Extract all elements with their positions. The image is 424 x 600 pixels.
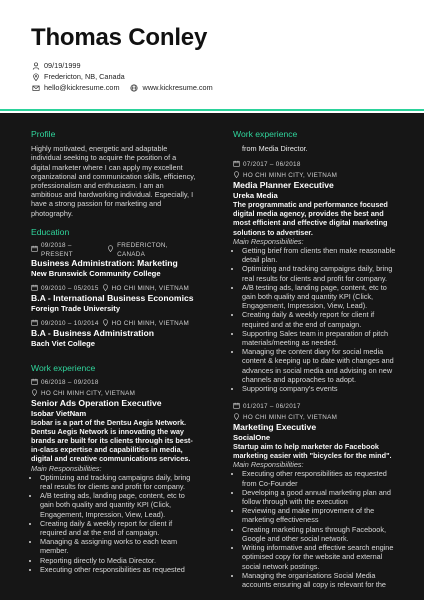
responsibilities-list: [233, 469, 398, 589]
entry-location: FREDERICTON, CANADA: [117, 242, 168, 258]
entry-dates: 07/2017 – 06/2018: [243, 161, 301, 169]
entry-dates: 09/2018 – PRESENT: [41, 242, 73, 258]
left-column: [31, 130, 196, 580]
list-item: • Creating daily & weekly report for client if required and at the end of campaign.: [242, 310, 398, 328]
profile-text: Highly motivated, energetic and adaptable individual seeking to acquire the position of a digital marketer where I can apply my excellent organizational and communication skills, efficiency, professionalism and enthusiasm. I am an ambitious and hardworking individual. Especially, I have a strong passion for marketing and photography.: [31, 144, 196, 218]
entry-meta: [31, 378, 196, 389]
school-name: New Brunswick Community College: [31, 268, 161, 278]
degree-title: B.A - International Business Economics: [31, 293, 194, 304]
right-column: [233, 130, 398, 595]
responsibilities-list: [233, 246, 398, 393]
list-item: • Creating daily & weekly report for client if required and at the end of campaign.: [40, 519, 196, 537]
company-description: The programmatic and performance focused digital media agency, provides the best and most efficient and effective digital marketing solutions to advertiser.: [233, 200, 388, 237]
entry-location: HO CHI MINH CITY, VIETNAM: [41, 389, 136, 397]
email-link[interactable]: hello@kickresume.com: [44, 83, 120, 92]
job-title: Marketing Executive: [233, 422, 317, 433]
education-entry: [31, 319, 196, 348]
list-item: • Managing the organisations Social Media accounts ensuring all copy is relevant for the: [242, 571, 398, 589]
globe-icon: [130, 83, 139, 92]
calendar-icon: [233, 402, 240, 413]
location-row: [31, 71, 219, 82]
website-link[interactable]: www.kickresume.com: [142, 83, 213, 92]
entry-dates: 01/2017 – 06/2017: [243, 403, 301, 411]
list-item: • Executing other responsibilities as requested from Co-Founder: [242, 469, 398, 487]
list-item: • Optimizing and tracking campaigns daily, bring real results for clients and profit for company.: [40, 473, 196, 491]
entry-location: HO CHI MINH, VIETNAM: [111, 319, 189, 327]
list-item: • Creating marketing plans through Facebook, Google and other social network.: [242, 525, 398, 543]
entry-location: HO CHI MINH, VIETNAM: [111, 284, 189, 292]
job-title: Senior Ads Operation Executive: [31, 398, 162, 409]
mail-icon: [31, 83, 40, 92]
contact-info: [31, 60, 219, 93]
degree-title: Business Administration: Marketing: [31, 258, 178, 269]
company-name: Isobar VietNam: [31, 408, 87, 418]
calendar-icon: [233, 160, 240, 171]
email-web-row: [31, 82, 219, 93]
company-name: SocialOne: [233, 432, 271, 442]
resume-header: [0, 0, 424, 113]
list-item: • Reporting directly to Media Director.: [40, 556, 196, 565]
list-item: • Reviewing and make improvement of the marketing effectiveness: [242, 506, 398, 524]
responsibilities-label: Main Responsibilities:: [233, 460, 304, 470]
entry-location: HO CHI MINH CITY, VIETNAM: [243, 413, 338, 421]
list-item: • Supporting Sales team in preparation of pitch materials/meeting as needed.: [242, 329, 398, 347]
entry-meta: [31, 242, 196, 259]
calendar-icon: [31, 378, 38, 389]
list-item: • Managing the content diary for social media content & keeping up to date with changes and advances in social media and advising on new channels and approaches to adopt.: [242, 347, 398, 384]
entry-location: HO CHI MINH CITY, VIETNAM: [243, 171, 338, 179]
list-item: • Managing & assigning works to each team member.: [40, 537, 196, 555]
degree-title: B.A - Business Administration: [31, 328, 155, 339]
location: Fredericton, NB, Canada: [44, 72, 125, 81]
company-description: Isobar is a part of the Dentsu Aegis Network. Dentsu Aegis Network is innovating the way brands are built for its clients through its best-in-class expertise and capabilities in media, digital and creative communications services.: [31, 417, 193, 464]
entry-dates: 09/2010 – 10/2014: [41, 319, 99, 327]
profile-heading: Profile: [31, 129, 56, 139]
work-entry: [31, 378, 196, 574]
birthdate: 09/19/1999: [44, 61, 81, 70]
list-item: • Developing a good annual marketing plan and follow through with the execution: [242, 488, 398, 506]
company-description: Startup aim to help marketer do Facebook marketing easier with "bicycles for the mind".: [233, 441, 392, 461]
education-heading: Education: [31, 226, 70, 237]
education-entry: [31, 242, 196, 278]
education-entry: [31, 284, 196, 313]
accent-divider: [0, 109, 424, 111]
responsibilities-list: [31, 473, 196, 574]
work-entry: [233, 402, 398, 589]
candidate-name: Thomas Conley: [31, 24, 208, 51]
school-name: Bach Viet College: [31, 338, 96, 348]
entry-meta: [233, 402, 398, 413]
location-pin-icon: [107, 245, 114, 256]
school-name: Foreign Trade University: [31, 303, 121, 313]
list-item: • Optimizing and tracking campaigns daily, bring real results for clients and profit for company.: [242, 264, 398, 282]
responsibilities-label: Main Responsibilities:: [31, 463, 102, 473]
list-item: • A/B testing ads, landing page, content, etc to gain both quality and quantity KPI (Click, Engagement, Impression, View, Lead).: [40, 491, 196, 519]
list-item: • A/B testing ads, landing page, content, etc to gain both quality and quantity KPI (Click, Engagement, Impression, View, Lead).: [242, 283, 398, 311]
birthdate-row: [31, 60, 219, 71]
work-entry: [233, 160, 398, 393]
entry-dates: 09/2010 – 05/2015: [41, 284, 99, 292]
list-item: • Getting brief from clients then make reasonable detail plan.: [242, 246, 398, 264]
work-experience-heading: Work experience: [233, 129, 298, 139]
responsibilities-label: Main Responsibilities:: [233, 236, 304, 246]
continued-text: from Media Director.: [242, 144, 308, 154]
entry-meta: [233, 160, 398, 171]
location-pin-icon: [31, 72, 40, 81]
person-icon: [31, 61, 40, 70]
list-item: • Writing informative and effective search engine optimised copy for the website and external social network postings.: [242, 543, 398, 571]
job-title: Media Planner Executive: [233, 180, 334, 191]
list-item: • Executing other responsibilities as requested: [40, 565, 196, 574]
company-name: Ureka Media: [233, 191, 278, 200]
work-experience-heading: Work experience: [31, 362, 96, 373]
calendar-icon: [31, 245, 38, 256]
entry-dates: 06/2018 – 09/2018: [41, 379, 99, 387]
list-item: • Supporting company's events: [242, 384, 398, 393]
